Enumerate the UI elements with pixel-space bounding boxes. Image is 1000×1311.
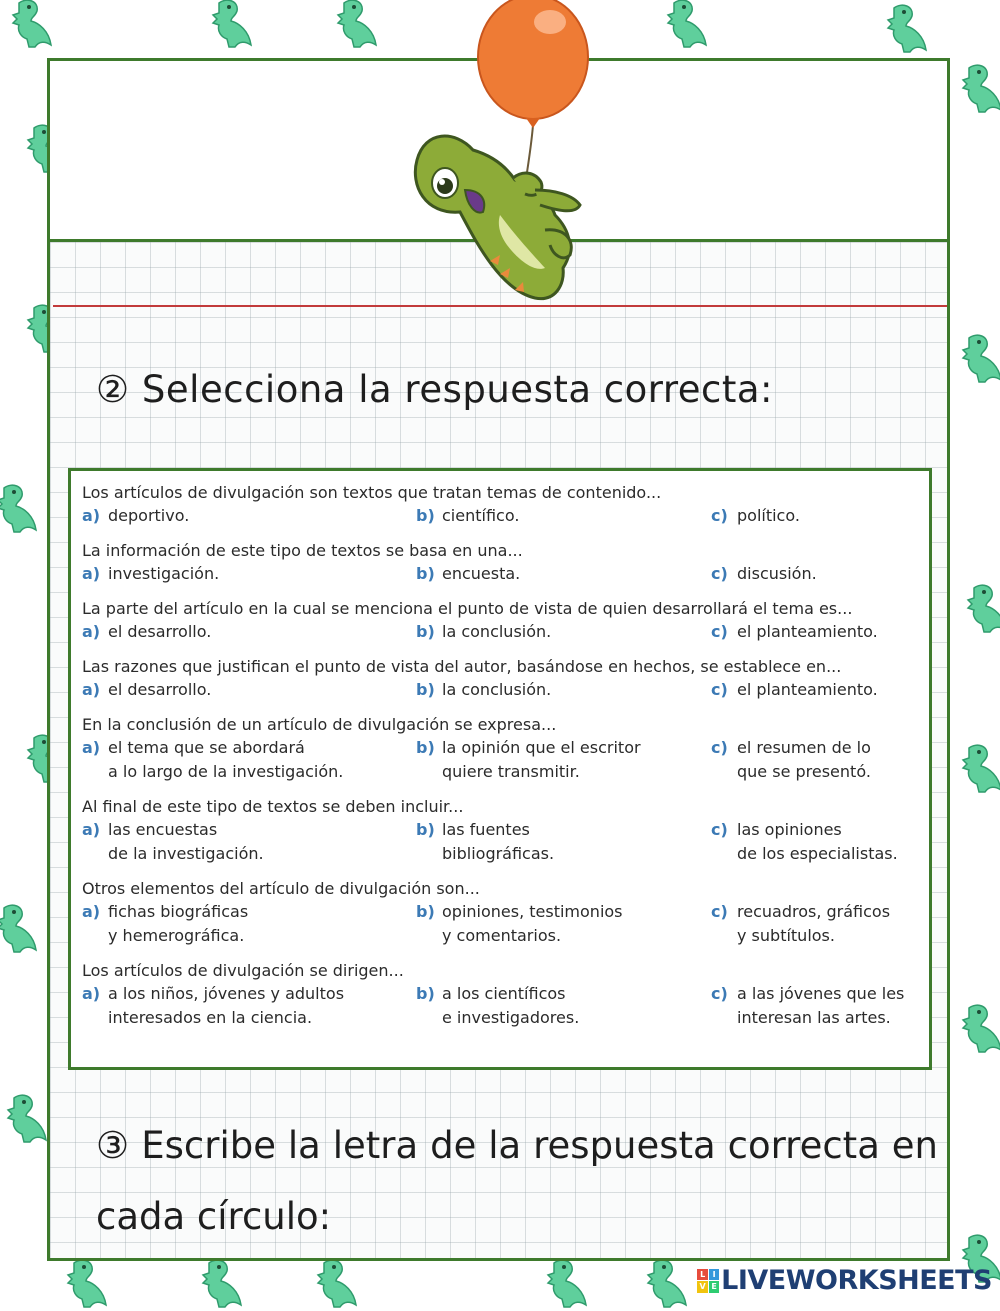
option-text: opiniones, testimonios y comentarios. bbox=[442, 902, 623, 945]
red-margin-line bbox=[53, 305, 947, 307]
option-text: la opinión que el escritor quiere transmitir. bbox=[442, 738, 641, 781]
option-text: la conclusión. bbox=[442, 680, 552, 699]
liveworksheets-logo-icon bbox=[697, 1269, 719, 1293]
option-letter: b) bbox=[416, 820, 435, 839]
option-text: la conclusión. bbox=[442, 622, 552, 641]
green-dino bbox=[415, 136, 580, 299]
answer-option-a[interactable] bbox=[82, 678, 416, 702]
answer-option-c[interactable] bbox=[711, 818, 919, 866]
option-letter: b) bbox=[416, 680, 435, 699]
multiple-choice-box bbox=[68, 468, 932, 1070]
option-letter: c) bbox=[711, 738, 728, 757]
answer-option-a[interactable] bbox=[82, 620, 416, 644]
option-letter: a) bbox=[82, 564, 101, 583]
answer-option-b[interactable] bbox=[416, 562, 711, 586]
question-item bbox=[82, 959, 919, 1030]
option-letter: b) bbox=[416, 984, 435, 1003]
answer-options bbox=[82, 982, 919, 1030]
option-letter: a) bbox=[82, 738, 101, 757]
option-text: encuesta. bbox=[442, 564, 521, 583]
answer-options bbox=[82, 818, 919, 866]
option-text: discusión. bbox=[737, 564, 817, 583]
answer-options bbox=[82, 736, 919, 784]
option-text: fichas biográficas y hemerográfica. bbox=[108, 902, 249, 945]
answer-option-c[interactable] bbox=[711, 562, 919, 586]
option-letter: c) bbox=[711, 564, 728, 583]
answer-option-b[interactable] bbox=[416, 982, 711, 1030]
option-letter: a) bbox=[82, 984, 101, 1003]
mint-dino-icon bbox=[660, 0, 716, 51]
question-item bbox=[82, 655, 919, 702]
option-letter: c) bbox=[711, 902, 728, 921]
option-text: las encuestas de la investigación. bbox=[108, 820, 264, 863]
question-stem: La parte del artículo en la cual se menciona el punto de vista de quien desarrollará el tema es... bbox=[82, 599, 853, 618]
mint-dino-icon bbox=[0, 900, 46, 956]
option-letter: b) bbox=[416, 506, 435, 525]
question-stem: Al final de este tipo de textos se deben incluir... bbox=[82, 797, 464, 816]
option-letter: b) bbox=[416, 564, 435, 583]
question-item bbox=[82, 713, 919, 784]
question-item bbox=[82, 481, 919, 528]
answer-option-a[interactable] bbox=[82, 982, 416, 1030]
option-text: el resumen de lo que se presentó. bbox=[737, 738, 871, 781]
answer-option-c[interactable] bbox=[711, 900, 919, 948]
logo-letter: L bbox=[697, 1269, 708, 1281]
option-text: el planteamiento. bbox=[737, 680, 878, 699]
option-text: el desarrollo. bbox=[108, 680, 212, 699]
question-stem: La información de este tipo de textos se basa en una... bbox=[82, 541, 523, 560]
question-stem: Las razones que justifican el punto de vista del autor, basándose en hechos, se establece en... bbox=[82, 657, 842, 676]
question-stem: En la conclusión de un artículo de divulgación se expresa... bbox=[82, 715, 557, 734]
option-text: investigación. bbox=[108, 564, 220, 583]
mint-dino-icon bbox=[5, 0, 61, 51]
mint-dino-icon bbox=[955, 1000, 1000, 1056]
option-text: político. bbox=[737, 506, 800, 525]
mint-dino-icon bbox=[955, 60, 1000, 116]
answer-option-a[interactable] bbox=[82, 504, 416, 528]
option-letter: c) bbox=[711, 984, 728, 1003]
answer-option-c[interactable] bbox=[711, 736, 919, 784]
logo-letter: E bbox=[709, 1281, 720, 1293]
mint-dino-icon bbox=[0, 480, 46, 536]
watermark-text: LIVEWORKSHEETS bbox=[721, 1265, 992, 1296]
option-letter: a) bbox=[82, 902, 101, 921]
liveworksheets-watermark bbox=[697, 1265, 992, 1296]
mint-dino-icon bbox=[330, 0, 386, 51]
option-letter: b) bbox=[416, 902, 435, 921]
option-letter: a) bbox=[82, 622, 101, 641]
option-text: deportivo. bbox=[108, 506, 190, 525]
option-letter: b) bbox=[416, 622, 435, 641]
answer-option-a[interactable] bbox=[82, 736, 416, 784]
mint-dino-icon bbox=[310, 1255, 366, 1311]
mint-dino-icon bbox=[205, 0, 261, 51]
answer-options bbox=[82, 900, 919, 948]
option-text: las opiniones de los especialistas. bbox=[737, 820, 898, 863]
option-letter: a) bbox=[82, 680, 101, 699]
answer-option-b[interactable] bbox=[416, 504, 711, 528]
answer-option-c[interactable] bbox=[711, 982, 919, 1030]
option-text: el tema que se abordará a lo largo de la investigación. bbox=[108, 738, 344, 781]
question-item bbox=[82, 795, 919, 866]
answer-option-b[interactable] bbox=[416, 678, 711, 702]
section-3-heading: ③ Escribe la letra de la respuesta correcta en cada círculo: bbox=[96, 1124, 938, 1238]
option-letter: c) bbox=[711, 622, 728, 641]
answer-option-c[interactable] bbox=[711, 620, 919, 644]
mint-dino-icon bbox=[955, 740, 1000, 796]
option-text: las fuentes bibliográficas. bbox=[442, 820, 555, 863]
answer-option-c[interactable] bbox=[711, 678, 919, 702]
balloon bbox=[478, 0, 588, 119]
mint-dino-icon bbox=[540, 1255, 596, 1311]
option-letter: c) bbox=[711, 506, 728, 525]
option-text: científico. bbox=[442, 506, 520, 525]
logo-letter: V bbox=[697, 1281, 708, 1293]
option-letter: a) bbox=[82, 506, 101, 525]
mint-dino-icon bbox=[640, 1255, 696, 1311]
option-text: el desarrollo. bbox=[108, 622, 212, 641]
answer-option-c[interactable] bbox=[711, 504, 919, 528]
option-text: a los científicos e investigadores. bbox=[442, 984, 580, 1027]
answer-option-b[interactable] bbox=[416, 818, 711, 866]
option-letter: b) bbox=[416, 738, 435, 757]
mint-dino-icon bbox=[955, 330, 1000, 386]
mint-dino-icon bbox=[960, 580, 1000, 636]
answer-option-a[interactable] bbox=[82, 900, 416, 948]
section-2-heading: ② Selecciona la respuesta correcta: bbox=[96, 368, 773, 411]
option-letter: a) bbox=[82, 820, 101, 839]
answer-option-b[interactable] bbox=[416, 900, 711, 948]
option-text: el planteamiento. bbox=[737, 622, 878, 641]
answer-options bbox=[82, 562, 919, 586]
balloon-dino-illustration bbox=[405, 0, 605, 305]
question-item bbox=[82, 539, 919, 586]
option-text: a los niños, jóvenes y adultos interesados en la ciencia. bbox=[108, 984, 345, 1027]
question-item bbox=[82, 877, 919, 948]
answer-option-a[interactable] bbox=[82, 818, 416, 866]
mint-dino-icon bbox=[880, 0, 936, 56]
mint-dino-icon bbox=[195, 1255, 251, 1311]
option-letter: c) bbox=[711, 820, 728, 839]
option-text: a las jóvenes que les interesan las artes. bbox=[737, 984, 905, 1027]
question-stem: Los artículos de divulgación se dirigen... bbox=[82, 961, 404, 980]
question-stem: Los artículos de divulgación son textos que tratan temas de contenido... bbox=[82, 483, 662, 502]
answer-option-b[interactable] bbox=[416, 736, 711, 784]
question-stem: Otros elementos del artículo de divulgación son... bbox=[82, 879, 480, 898]
answer-option-a[interactable] bbox=[82, 562, 416, 586]
question-item bbox=[82, 597, 919, 644]
answer-options bbox=[82, 504, 919, 528]
logo-letter: I bbox=[709, 1269, 720, 1281]
option-letter: c) bbox=[711, 680, 728, 699]
answer-option-b[interactable] bbox=[416, 620, 711, 644]
answer-options bbox=[82, 620, 919, 644]
answer-options bbox=[82, 678, 919, 702]
option-text: recuadros, gráficos y subtítulos. bbox=[737, 902, 891, 945]
mint-dino-icon bbox=[60, 1255, 116, 1311]
